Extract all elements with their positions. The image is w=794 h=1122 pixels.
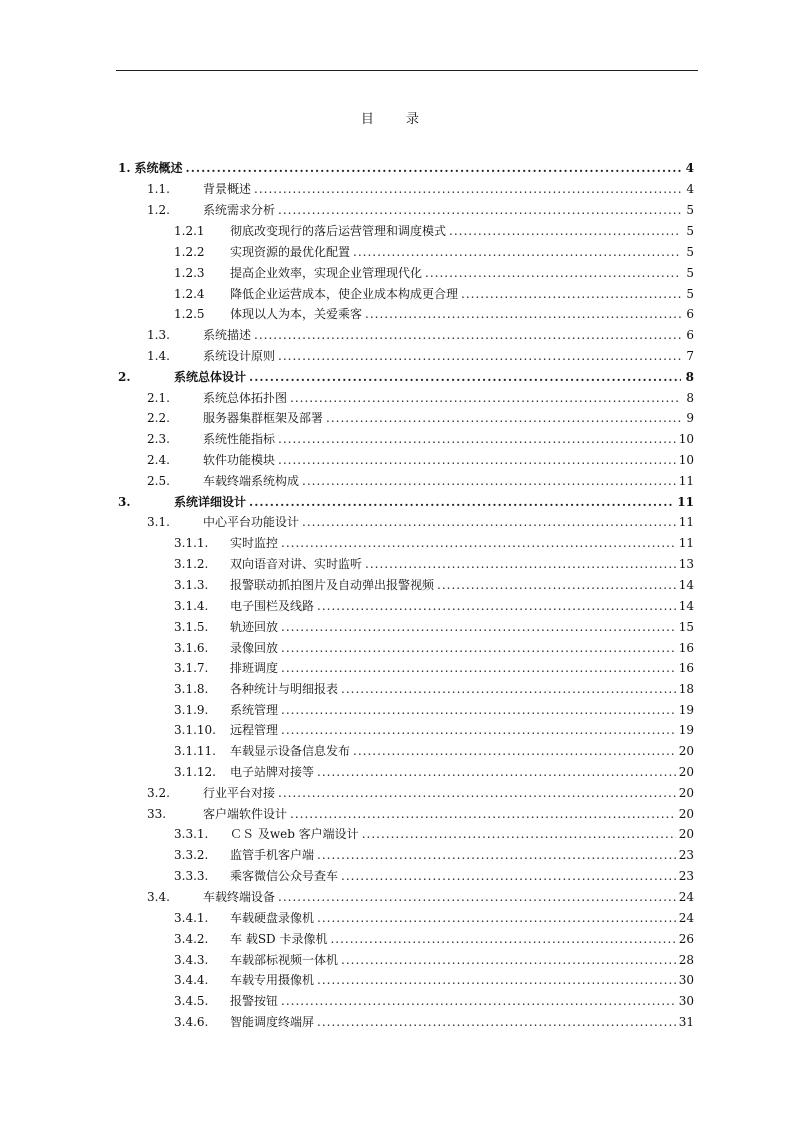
toc-entry-page: 9 bbox=[686, 411, 694, 425]
toc-entry[interactable] bbox=[116, 764, 694, 780]
toc-entry-number: 3.1.5. bbox=[174, 620, 209, 634]
toc-entry-title: 系统概述 bbox=[134, 161, 183, 175]
toc-entry[interactable] bbox=[116, 598, 694, 614]
toc-entry[interactable] bbox=[116, 1014, 694, 1030]
toc-entry-number: 3.1.11. bbox=[174, 744, 216, 758]
toc-entry-title: 车载硬盘录像机 bbox=[230, 911, 315, 925]
toc-entry-number: 2. bbox=[118, 370, 131, 384]
toc-entry-title: 各种统计与明细报表 bbox=[230, 682, 339, 696]
dot-leader bbox=[461, 286, 681, 302]
dot-leader bbox=[290, 390, 681, 406]
toc-entry[interactable] bbox=[116, 952, 694, 968]
dot-leader bbox=[437, 577, 676, 593]
toc-entry-title: 实现资源的最优化配置 bbox=[230, 245, 351, 259]
dot-leader bbox=[254, 181, 681, 197]
toc-entry-page: 5 bbox=[686, 224, 694, 238]
dot-leader bbox=[186, 160, 681, 176]
toc-entry-title: 系统总体拓扑图 bbox=[203, 391, 288, 405]
dot-leader bbox=[254, 327, 681, 343]
toc-entry-page: 19 bbox=[678, 723, 694, 737]
toc-entry-title: 系统性能指标 bbox=[203, 432, 276, 446]
toc-entry-title: 监管手机客户端 bbox=[230, 848, 315, 862]
toc-entry-title: 系统设计原则 bbox=[203, 349, 276, 363]
toc-entry[interactable] bbox=[116, 868, 694, 884]
dot-leader bbox=[341, 681, 676, 697]
toc-entry-page: 20 bbox=[678, 827, 694, 841]
toc-entry[interactable] bbox=[116, 577, 694, 593]
toc-entry[interactable] bbox=[116, 202, 694, 218]
toc-entry-number: 33. bbox=[147, 807, 167, 821]
toc-entry-page: 6 bbox=[686, 307, 694, 321]
dot-leader bbox=[249, 369, 681, 385]
dot-leader bbox=[290, 806, 676, 822]
toc-entry-title: 体现以人为本，关爱乘客 bbox=[230, 307, 363, 321]
toc-entry-number: 3.1.2. bbox=[174, 557, 209, 571]
toc-entry-number: 3.4. bbox=[147, 890, 170, 904]
toc-entry-title: 双向语音对讲、实时监听 bbox=[230, 557, 363, 571]
toc-entry-title: 报警联动抓拍图片及自动弹出报警视频 bbox=[230, 578, 435, 592]
toc-entry-title: 排班调度 bbox=[230, 661, 279, 675]
dot-leader bbox=[362, 826, 676, 842]
dot-leader bbox=[353, 743, 676, 759]
toc-entry-title: 车 载SD 卡录像机 bbox=[230, 932, 328, 946]
toc-entry-title: 服务器集群框架及部署 bbox=[203, 411, 324, 425]
toc-entry-number: 1.2.4 bbox=[174, 287, 205, 301]
toc-entry-number: 3. bbox=[118, 495, 131, 509]
dot-leader bbox=[281, 640, 676, 656]
dot-leader bbox=[249, 494, 674, 510]
toc-entry[interactable] bbox=[116, 660, 694, 676]
toc-entry[interactable] bbox=[116, 306, 694, 322]
dot-leader bbox=[278, 452, 676, 468]
toc-entry-title: 报警按钮 bbox=[230, 994, 279, 1008]
toc-entry-number: 3.3.1. bbox=[174, 827, 209, 841]
toc-entry-number: 3.3.2. bbox=[174, 848, 209, 862]
toc-entry-page: 14 bbox=[678, 578, 694, 592]
toc-entry-page: 11 bbox=[678, 474, 694, 488]
toc-entry-title: 中心平台功能设计 bbox=[203, 515, 300, 529]
toc-entry[interactable] bbox=[116, 993, 694, 1009]
toc-entry-number: 3.1.7. bbox=[174, 661, 209, 675]
dot-leader bbox=[317, 764, 676, 780]
toc-entry-page: 20 bbox=[678, 786, 694, 800]
toc-entry-page: 8 bbox=[686, 391, 694, 405]
toc-entry[interactable] bbox=[116, 806, 694, 822]
toc-entry-number: 1.2.5 bbox=[174, 307, 205, 321]
toc-entry-page: 5 bbox=[686, 266, 694, 280]
toc-entry-page: 14 bbox=[678, 599, 694, 613]
toc-entry-number: 3.4.4. bbox=[174, 973, 209, 987]
toc-entry-number: 3.3.3. bbox=[174, 869, 209, 883]
dot-leader bbox=[281, 722, 676, 738]
toc-entry-page: 15 bbox=[678, 620, 694, 634]
toc-entry[interactable] bbox=[116, 619, 694, 635]
toc-entry[interactable] bbox=[116, 640, 694, 656]
toc-entry-title: 系统描述 bbox=[203, 328, 252, 342]
toc-entry[interactable] bbox=[116, 494, 694, 510]
toc-entry-number: 3.4.2. bbox=[174, 932, 209, 946]
toc-entry-number: 3.1.12. bbox=[174, 765, 216, 779]
toc-entry-title: 电子站牌对接等 bbox=[230, 765, 315, 779]
toc-entry[interactable] bbox=[116, 286, 694, 302]
toc-entry[interactable] bbox=[116, 410, 694, 426]
toc-entry-number: 1.3. bbox=[147, 328, 170, 342]
toc-entry-page: 18 bbox=[678, 682, 694, 696]
dot-leader bbox=[278, 348, 681, 364]
toc-entry-page: 19 bbox=[678, 703, 694, 717]
toc-entry-page: 5 bbox=[686, 203, 694, 217]
toc-entry[interactable] bbox=[116, 223, 694, 239]
toc-entry-title: 行业平台对接 bbox=[203, 786, 276, 800]
toc-entry-page: 28 bbox=[678, 953, 694, 967]
toc-entry-title: 彻底改变现行的落后运营管理和调度模式 bbox=[230, 224, 447, 238]
toc-entry-title: 系统总体设计 bbox=[174, 370, 247, 384]
toc-entry[interactable] bbox=[116, 722, 694, 738]
toc-entry[interactable] bbox=[116, 556, 694, 572]
toc-entry-title: 系统管理 bbox=[230, 703, 279, 717]
toc-entry-title: 系统详细设计 bbox=[174, 495, 247, 509]
toc-entry-title: 车载终端系统构成 bbox=[203, 474, 300, 488]
dot-leader bbox=[278, 785, 676, 801]
toc-entry-number: 3.1.3. bbox=[174, 578, 209, 592]
toc-entry-number: 2.1. bbox=[147, 391, 170, 405]
toc-entry-page: 26 bbox=[678, 932, 694, 946]
dot-leader bbox=[317, 972, 676, 988]
dot-leader bbox=[341, 952, 676, 968]
toc-entry[interactable] bbox=[116, 931, 694, 947]
dot-leader bbox=[353, 244, 681, 260]
toc-entry-number: 3.1.9. bbox=[174, 703, 209, 717]
toc-entry-page: 20 bbox=[678, 744, 694, 758]
toc-entry-page: 24 bbox=[678, 911, 694, 925]
toc-entry-title: 远程管理 bbox=[230, 723, 279, 737]
toc-entry[interactable] bbox=[116, 390, 694, 406]
toc-entry[interactable] bbox=[116, 452, 694, 468]
toc-entry-title: 车载部标视频一体机 bbox=[230, 953, 339, 967]
dot-leader bbox=[281, 702, 676, 718]
dot-leader bbox=[330, 931, 675, 947]
toc-entry-page: 20 bbox=[678, 765, 694, 779]
toc-entry-page: 10 bbox=[678, 453, 694, 467]
toc-entry-page: 31 bbox=[678, 1015, 694, 1029]
toc-entry-number: 3.4.6. bbox=[174, 1015, 209, 1029]
toc-entry[interactable] bbox=[116, 681, 694, 697]
dot-leader bbox=[281, 993, 676, 1009]
toc-entry-title: 客户端软件设计 bbox=[203, 807, 288, 821]
toc-entry-title: 降低企业运营成本，使企业成本构成更合理 bbox=[230, 287, 459, 301]
dot-leader bbox=[302, 473, 676, 489]
toc-entry-number: 1.2.2 bbox=[174, 245, 205, 259]
dot-leader bbox=[278, 202, 681, 218]
toc-entry[interactable] bbox=[116, 702, 694, 718]
toc-entry-title: ＣＳ 及web 客户端设计 bbox=[230, 827, 359, 841]
toc-entry-page: 30 bbox=[678, 994, 694, 1008]
toc-entry-page: 11 bbox=[678, 515, 694, 529]
toc-entry-page: 30 bbox=[678, 973, 694, 987]
toc-entry-page: 23 bbox=[678, 848, 694, 862]
toc-entry-title: 轨迹回放 bbox=[230, 620, 279, 634]
toc-entry-title: 车载终端设备 bbox=[203, 890, 276, 904]
toc-entry-number: 3.1.4. bbox=[174, 599, 209, 613]
header-rule bbox=[116, 70, 698, 71]
dot-leader bbox=[281, 535, 676, 551]
toc-entry-page: 20 bbox=[678, 807, 694, 821]
toc-entry[interactable] bbox=[116, 265, 694, 281]
toc-entry-page: 11 bbox=[678, 536, 694, 550]
dot-leader bbox=[326, 410, 681, 426]
toc-entry[interactable] bbox=[116, 743, 694, 759]
toc-entry-page: 4 bbox=[685, 161, 694, 175]
toc-entry-page: 5 bbox=[686, 245, 694, 259]
toc-entry-title: 车载显示设备信息发布 bbox=[230, 744, 351, 758]
toc-entry[interactable] bbox=[116, 972, 694, 988]
toc-entry-number: 2.5. bbox=[147, 474, 170, 488]
dot-leader bbox=[281, 619, 676, 635]
toc-entry-number: 1.2.3 bbox=[174, 266, 205, 280]
toc-entry[interactable] bbox=[116, 847, 694, 863]
toc-entry-number: 3.1. bbox=[147, 515, 170, 529]
toc-entry-page: 7 bbox=[686, 349, 694, 363]
toc-entry-page: 5 bbox=[686, 287, 694, 301]
toc-entry-title: 乘客微信公众号查车 bbox=[230, 869, 339, 883]
toc-entry[interactable] bbox=[116, 348, 694, 364]
toc-entry-page: 8 bbox=[685, 370, 694, 384]
toc-entry[interactable] bbox=[116, 514, 694, 530]
toc-entry-number: 2.4. bbox=[147, 453, 170, 467]
toc-entry-page: 11 bbox=[677, 495, 694, 509]
toc-entry[interactable] bbox=[116, 327, 694, 343]
toc-entry-title: 录像回放 bbox=[230, 641, 279, 655]
dot-leader bbox=[317, 847, 676, 863]
toc-entry[interactable] bbox=[116, 431, 694, 447]
toc-entry-title: 智能调度终端屏 bbox=[230, 1015, 315, 1029]
dot-leader bbox=[365, 306, 681, 322]
toc-entry[interactable] bbox=[116, 181, 694, 197]
dot-leader bbox=[365, 556, 676, 572]
dot-leader bbox=[425, 265, 681, 281]
toc-entry-title: 背景概述 bbox=[203, 182, 252, 196]
toc-entry-number: 1.1. bbox=[147, 182, 170, 196]
toc-entry-number: 2.2. bbox=[147, 411, 170, 425]
toc-entry-number: 2.3. bbox=[147, 432, 170, 446]
toc-entry-page: 16 bbox=[678, 661, 694, 675]
dot-leader bbox=[281, 660, 676, 676]
toc-entry[interactable] bbox=[116, 244, 694, 260]
toc-entry-number: 3.4.5. bbox=[174, 994, 209, 1008]
toc-entry-title: 软件功能模块 bbox=[203, 453, 276, 467]
toc-entry-page: 4 bbox=[686, 182, 694, 196]
toc-entry-number: 3.1.6. bbox=[174, 641, 209, 655]
toc-entry-page: 6 bbox=[686, 328, 694, 342]
dot-leader bbox=[278, 431, 676, 447]
toc-entry-title: 提高企业效率，实现企业管理现代化 bbox=[230, 266, 423, 280]
toc-entry-number: 1.2. bbox=[147, 203, 170, 217]
toc-entry[interactable] bbox=[116, 160, 694, 176]
toc-entry-title: 实时监控 bbox=[230, 536, 279, 550]
toc-entry-number: 3.4.1. bbox=[174, 911, 209, 925]
toc-entry-number: 3.2. bbox=[147, 786, 170, 800]
toc-entry-page: 16 bbox=[678, 641, 694, 655]
toc-entry[interactable] bbox=[116, 369, 694, 385]
toc-entry[interactable] bbox=[116, 826, 694, 842]
dot-leader bbox=[341, 868, 676, 884]
dot-leader bbox=[278, 889, 676, 905]
toc-entry-number: 1. bbox=[118, 161, 131, 175]
dot-leader bbox=[317, 598, 676, 614]
toc-entry-number: 3.1.8. bbox=[174, 682, 209, 696]
toc-entry-number: 3.1.10. bbox=[174, 723, 216, 737]
toc-entry-title: 电子围栏及线路 bbox=[230, 599, 315, 613]
toc-entry-page: 23 bbox=[678, 869, 694, 883]
toc-entry-number: 3.4.3. bbox=[174, 953, 209, 967]
dot-leader bbox=[449, 223, 681, 239]
toc-entry[interactable] bbox=[116, 910, 694, 926]
toc-entry-page: 24 bbox=[678, 890, 694, 904]
toc-entry-title: 系统需求分析 bbox=[203, 203, 276, 217]
toc-entry-number: 1.4. bbox=[147, 349, 170, 363]
toc-title: 目 录 bbox=[360, 112, 434, 127]
toc-entry[interactable] bbox=[116, 785, 694, 801]
toc-entry-page: 13 bbox=[678, 557, 694, 571]
dot-leader bbox=[317, 1014, 676, 1030]
toc-entry[interactable] bbox=[116, 473, 694, 489]
toc-entry[interactable] bbox=[116, 889, 694, 905]
toc-entry-number: 1.2.1 bbox=[174, 224, 205, 238]
dot-leader bbox=[317, 910, 676, 926]
toc-entry-title: 车载专用摄像机 bbox=[230, 973, 315, 987]
toc-entry-page: 10 bbox=[678, 432, 694, 446]
toc-entry[interactable] bbox=[116, 535, 694, 551]
dot-leader bbox=[302, 514, 676, 530]
toc-entry-number: 3.1.1. bbox=[174, 536, 209, 550]
